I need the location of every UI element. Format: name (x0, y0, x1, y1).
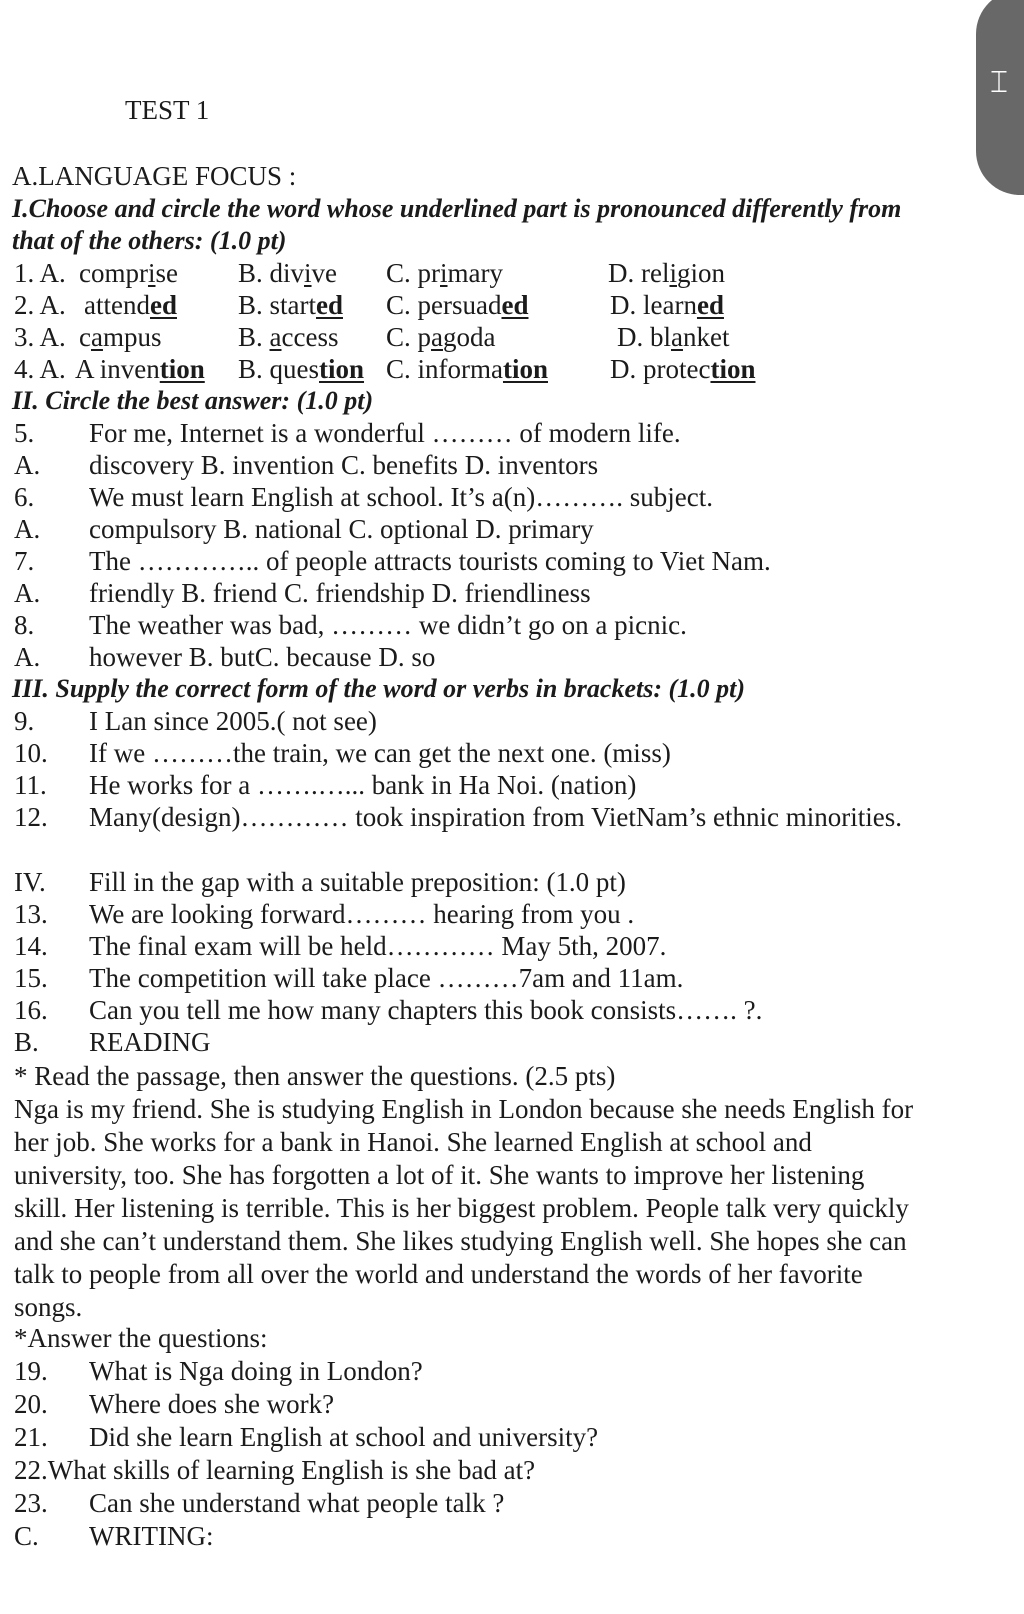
option-c[interactable]: C. information (386, 354, 548, 384)
question-7-text: The ………….. of people attracts tourists coming to Viet Nam. (89, 546, 771, 576)
passage-line: her job. She works for a bank in Hanoi. She learned English at school and (14, 1127, 812, 1157)
question-number: 4. A. (14, 354, 66, 384)
question-7-options[interactable]: friendly B. friend C. friendship D. friendliness (89, 578, 591, 608)
option-a[interactable]: attended (84, 290, 177, 320)
passage-line: and she can’t understand them. She likes studying English well. She hopes she can (14, 1226, 907, 1256)
question-7-number: 7. (14, 546, 35, 576)
pronunciation-question-1 (14, 257, 1014, 289)
question-5-options[interactable]: discovery B. invention C. benefits D. inventors (89, 450, 599, 480)
page-title: TEST 1 (125, 95, 210, 125)
question-20-text: Where does she work? (89, 1389, 335, 1419)
reading-instruction: * Read the passage, then answer the questions. (2.5 pts) (14, 1061, 616, 1091)
option-b[interactable]: B. started (238, 290, 343, 320)
question-5-text: For me, Internet is a wonderful ……… of modern life. (89, 418, 681, 448)
part4-number: IV. (14, 867, 46, 897)
part3-instruction: III. Supply the correct form of the word or verbs in brackets: (1.0 pt) (12, 674, 746, 703)
question-5-number: 5. (14, 418, 35, 448)
question-22-text: 22.What skills of learning English is she bad at? (14, 1455, 536, 1485)
answer-questions-heading: *Answer the questions: (14, 1323, 268, 1353)
question-15-text: The competition will take place ………7am and 11am. (89, 963, 684, 993)
question-9-text: I Lan since 2005.( not see) (89, 706, 377, 736)
question-8-text: The weather was bad, ……… we didn’t go on a picnic. (89, 610, 687, 640)
question-8-option-label: A. (14, 642, 41, 672)
question-16-number: 16. (14, 995, 48, 1025)
question-5-option-label: A. (14, 450, 41, 480)
option-b[interactable]: B. question (238, 354, 365, 384)
question-19-number: 19. (14, 1356, 48, 1386)
question-23-number: 23. (14, 1488, 48, 1518)
option-d[interactable]: D. religion (608, 258, 726, 288)
option-b[interactable]: B. divive (238, 258, 338, 288)
passage-line: Nga is my friend. She is studying English in London because she needs English for (14, 1094, 914, 1124)
part4-instruction: Fill in the gap with a suitable preposition: (1.0 pt) (89, 867, 626, 897)
part1-instruction: I.Choose and circle the word whose underlined part is pronounced differently from (12, 194, 902, 223)
question-7-option-label: A. (14, 578, 41, 608)
option-c[interactable]: C. primary (386, 258, 503, 288)
question-20-number: 20. (14, 1389, 48, 1419)
passage-line: skill. Her listening is terrible. This is her biggest problem. People talk very quickly (14, 1193, 909, 1223)
question-14-number: 14. (14, 931, 48, 961)
question-12-number: 12. (14, 802, 48, 832)
question-23-text: Can she understand what people talk ? (89, 1488, 505, 1518)
pronunciation-question-2 (14, 289, 1014, 321)
option-c[interactable]: C. pagoda (386, 322, 496, 352)
question-10-text: If we ………the train, we can get the next one. (miss) (89, 738, 671, 768)
question-15-number: 15. (14, 963, 48, 993)
passage-line: talk to people from all over the world and understand the words of her favorite (14, 1259, 863, 1289)
question-6-number: 6. (14, 482, 35, 512)
part2-instruction: II. Circle the best answer: (1.0 pt) (12, 386, 374, 415)
question-16-text: Can you tell me how many chapters this book consists……. ?. (89, 995, 763, 1025)
side-tab-handle[interactable] (976, 0, 1024, 195)
option-d[interactable]: D. blanket (617, 322, 730, 352)
question-21-text: Did she learn English at school and university? (89, 1422, 599, 1452)
question-9-number: 9. (14, 706, 35, 736)
pronunciation-question-4 (14, 353, 1014, 385)
question-number: 3. A. (14, 322, 66, 352)
section-c-number: C. (14, 1521, 39, 1551)
question-10-number: 10. (14, 738, 48, 768)
pronunciation-question-3 (14, 321, 1014, 353)
question-number: 2. A. (14, 290, 66, 320)
question-8-options[interactable]: however B. butC. because D. so (89, 642, 436, 672)
question-11-number: 11. (14, 770, 47, 800)
question-14-text: The final exam will be held………… May 5th, 2007. (89, 931, 667, 961)
question-13-text: We are looking forward……… hearing from you . (89, 899, 635, 929)
part1-instruction-cont: that of the others: (1.0 pt) (12, 226, 287, 255)
option-b[interactable]: B. access (238, 322, 339, 352)
option-d[interactable]: D. protection (610, 354, 756, 384)
option-a[interactable]: comprise (79, 258, 178, 288)
option-a[interactable]: campus (79, 322, 162, 352)
question-21-number: 21. (14, 1422, 48, 1452)
section-c-heading: WRITING: (89, 1521, 214, 1551)
question-13-number: 13. (14, 899, 48, 929)
question-19-text: What is Nga doing in London? (89, 1356, 423, 1386)
question-8-number: 8. (14, 610, 35, 640)
question-11-text: He works for a …….…... bank in Ha Noi. (nation) (89, 770, 637, 800)
option-c[interactable]: C. persuaded (386, 290, 529, 320)
question-6-option-label: A. (14, 514, 41, 544)
section-b-heading: READING (89, 1027, 211, 1057)
passage-line: songs. (14, 1292, 83, 1322)
passage-line: university, too. She has forgotten a lot of it. She wants to improve her listening (14, 1160, 865, 1190)
section-a-heading: A.LANGUAGE FOCUS : (12, 161, 297, 191)
question-12-text: Many(design)………… took inspiration from VietNam’s ethnic minorities. (89, 802, 903, 832)
question-number: 1. A. (14, 258, 66, 288)
option-a[interactable]: A invention (75, 354, 205, 384)
side-tab-icon: ⌶ (990, 65, 1008, 100)
option-d[interactable]: D. learned (610, 290, 724, 320)
section-b-number: B. (14, 1027, 39, 1057)
question-6-options[interactable]: compulsory B. national C. optional D. primary (89, 514, 594, 544)
question-6-text: We must learn English at school. It’s a(n)………. subject. (89, 482, 713, 512)
